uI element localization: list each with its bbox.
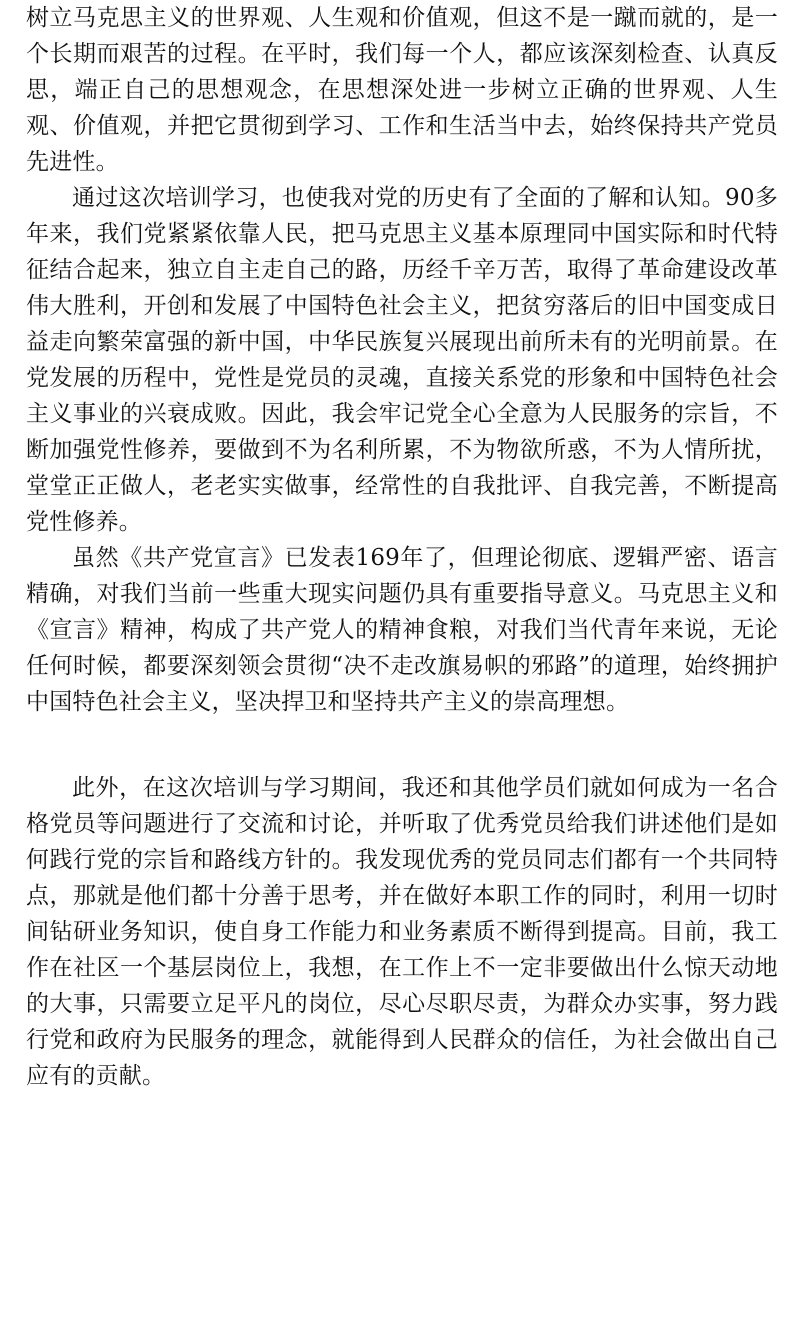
paragraph-gap [26, 720, 778, 770]
paragraph-communist-manifesto: 虽然《共产党宣言》已发表169年了，但理论彻底、逻辑严密、语言精确，对我们当前一些重大现实问题仍具有重要指导意义。马克思主义和《宣言》精神，构成了共产党人的精神食粮，对我们当代青年来说，无论任何时候，都要深刻领会贯彻“决不走改旗易帜的邪路”的道理，始终拥护中国特色社会主义，坚决捍卫和坚持共产主义的崇高理想。 [26, 545, 778, 715]
paragraph-exchange-discussion: 此外，在这次培训与学习期间，我还和其他学员们就如何成为一名合格党员等问题进行了交流和讨论，并听取了优秀党员给我们讲述他们是如何践行党的宗旨和路线方针的。我发现优秀的党员同志们都有一个共同特点，那就是他们都十分善于思考，并在做好本职工作的同时，利用一切时间钻研业务知识，使自身工作能力和业务素质不断得到提高。目前，我工作在社区一个基层岗位上，我想，在工作上不一定非要做出什么惊天动地的大事，只需要立足平凡的岗位，尽心尽职尽责，为群众办实事，努力践行党和政府为民服务的理念，就能得到人民群众的信任，为社会做出自己应有的贡献。 [26, 775, 778, 1089]
paragraph-continuation: 树立马克思主义的世界观、人生观和价值观，但这不是一蹴而就的，是一个长期而艰苦的过程。在平时，我们每一个人，都应该深刻检查、认真反思，端正自己的思想观念，在思想深处进一步树立正确的世界观、人生观、价值观，并把它贯彻到学习、工作和生活当中去，始终保持共产党员先进性。 [26, 5, 778, 175]
document-body [26, 0, 778, 1094]
paragraph-party-history: 通过这次培训学习，也使我对党的历史有了全面的了解和认知。90多年来，我们党紧紧依靠人民，把马克思主义基本原理同中国实际和时代特征结合起来，独立自主走自己的路，历经千辛万苦，取得了革命建设改革伟大胜利，开创和发展了中国特色社会主义，把贫穷落后的旧中国变成日益走向繁荣富强的新中国，中华民族复兴展现出前所未有的光明前景。在党发展的历程中，党性是党员的灵魂，直接关系党的形象和中国特色社会主义事业的兴衰成败。因此，我会牢记党全心全意为人民服务的宗旨，不断加强党性修养，要做到不为名利所累，不为物欲所惑，不为人情所扰，堂堂正正做人，老老实实做事，经常性的自我批评、自我完善，不断提高党性修养。 [26, 185, 778, 535]
